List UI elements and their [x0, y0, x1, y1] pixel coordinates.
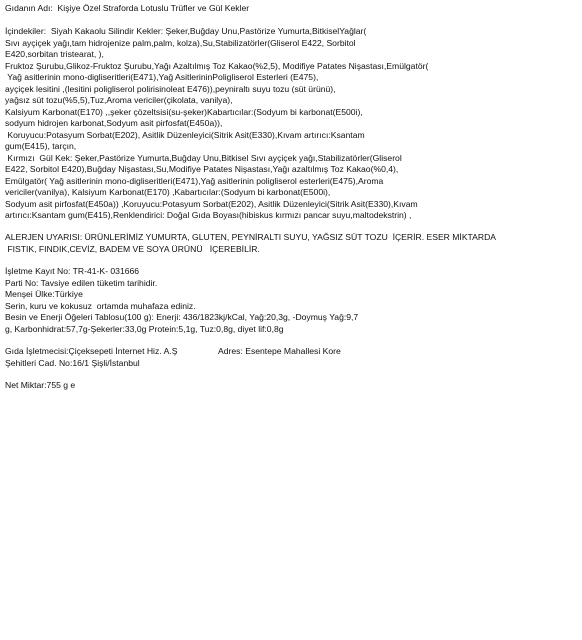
ingredients-line: ayçiçek lesitini ,(lesitini poligliserol polirisinoleat E476)),peyniraltı suyu tozu (süt ürünü),	[5, 83, 336, 94]
ingredients-line: Sıvı ayçiçek yağı,tam hidrojenize palm,palm, kolza),Su,Stabilizatörler(Gliserol E422, Sorbitol	[5, 37, 356, 48]
nutrition-line: g, Karbonhidrat:57,7g-Şekerler:33,0g Protein:5,1g, Tuz:0,8g, diyet lif:0,8g	[5, 323, 284, 334]
net-weight: Net Miktar:755 g e	[5, 380, 76, 390]
allergen-line: FISTIK, FINDIK,CEVİZ, BADEM VE SOYA ÜRÜNÜ İÇEREBİLİR.	[5, 243, 260, 254]
country-of-origin: Menşei Ülke:Türkiye	[5, 289, 83, 299]
ingredients-line: gum(E415), tarçın,	[5, 141, 77, 151]
ingredients-line: vericiler(vanilya), Kalsiyum Karbonat(E170) ,Kabartıcılar:(Sodyum bi karbonat(E500i),	[5, 187, 331, 197]
ingredients-line: İçindekiler: Siyah Kakaolu Silindir Kekler: Şeker,Buğday Unu,Pastörize Yumurta,BitkiselYağlar(	[5, 26, 367, 36]
ingredients-line: yağsız süt tozu(%5,5),Tuz,Aroma vericiler(çikolata, vanilya),	[5, 95, 233, 105]
ingredients-line: Emülgatör( Yağ asitlerinin mono-digliseritleri(E471),Yağ asitlerinin poligliserol esterleri(E475),Aroma	[5, 175, 384, 186]
ingredients-line: Fruktoz Şurubu,Glikoz-Fruktoz Şurubu,Yağı Azaltılmış Toz Kakao(%2,5), Modifiye Patates Nişastası,Emülgatör(	[5, 60, 429, 71]
ingredients-line: E420,sorbitan tristearat, ),	[5, 49, 104, 59]
ingredients-line: Yağ asitlerinin mono-digliseritleri(E471),Yağ AsitlerininPoligliserol Esterleri (E475),	[5, 72, 319, 82]
product-name: Gıdanın Adı: Kişiye Özel Straforda Lotuslu Trüfler ve Gül Kekler	[5, 3, 250, 13]
allergen-line: ALERJEN UYARISI: ÜRÜNLERİMİZ YUMURTA, GLUTEN, PEYNİRALTI SUYU, YAĞSIZ SÜT TOZU İÇERİR. ESER MİKTARDA	[5, 232, 497, 242]
ingredients-line: sodyum hidrojen karbonat,Sodyum asit pirfosfat(E450a)),	[5, 118, 223, 128]
business-address: Adres: Esentepe Mahallesi Kore	[218, 346, 341, 356]
ingredients-line: Koruyucu:Potasyum Sorbat(E202), Asitlik Düzenleyici(Sitrik Asit(E330),Kıvam artırıcı:Ksantam	[5, 129, 365, 140]
ingredients-line: E422, Sorbitol E420),Buğday Nişastası,Su,Modifiye Patates Nişastası,Yağı azaltılmış Toz Kakao(%0,4),	[5, 164, 399, 174]
batch-number: Parti No: Tavsiye edilen tüketim tarihidir.	[5, 277, 158, 288]
ingredients-line: artırıcı:Ksantam gum(E415),Renklendirici: Doğal Gıda Boyası(hibiskus kırmızı pancar suyu,maltodekstrin) ,	[5, 210, 412, 220]
business-address-line: Şehitleri Cad. No:16/1 Şişli/İstanbul	[5, 357, 140, 368]
business-name: Gıda İşletmecisi:Çiçeksepeti İnternet Hiz. A.Ş	[5, 346, 178, 356]
ingredients-line: Sodyum asit pirfosfat(E450a)) ,Koruyucu:Potasyum Sorbat(E202), Asitlik Düzenleyici(Sitrik Asit(E330),Kıvam	[5, 198, 418, 209]
ingredients-line: Kırmızı Gül Kek: Şeker,Pastörize Yumurta,Buğday Unu,Bitkisel Sıvı ayçiçek yağı,Stabilizatörler(Gliserol	[5, 152, 402, 163]
nutrition-line: Besin ve Enerji Öğeleri Tablosu(100 g): Enerji: 436/1823kj/kCal, Yağ:20,3g, -Doymuş Yağ:9,7	[5, 312, 359, 322]
storage-instructions: Serin, kuru ve kokusuz ortamda muhafaza ediniz.	[5, 300, 196, 311]
registration-number: İşletme Kayıt No: TR-41-K- 031666	[5, 266, 140, 276]
ingredients-line: Kalsiyum Karbonat(E170) ,,şeker çözeltsisi(su-şeker)Kabartıcılar:(Sodyum bi karbonat(E500i),	[5, 106, 363, 117]
